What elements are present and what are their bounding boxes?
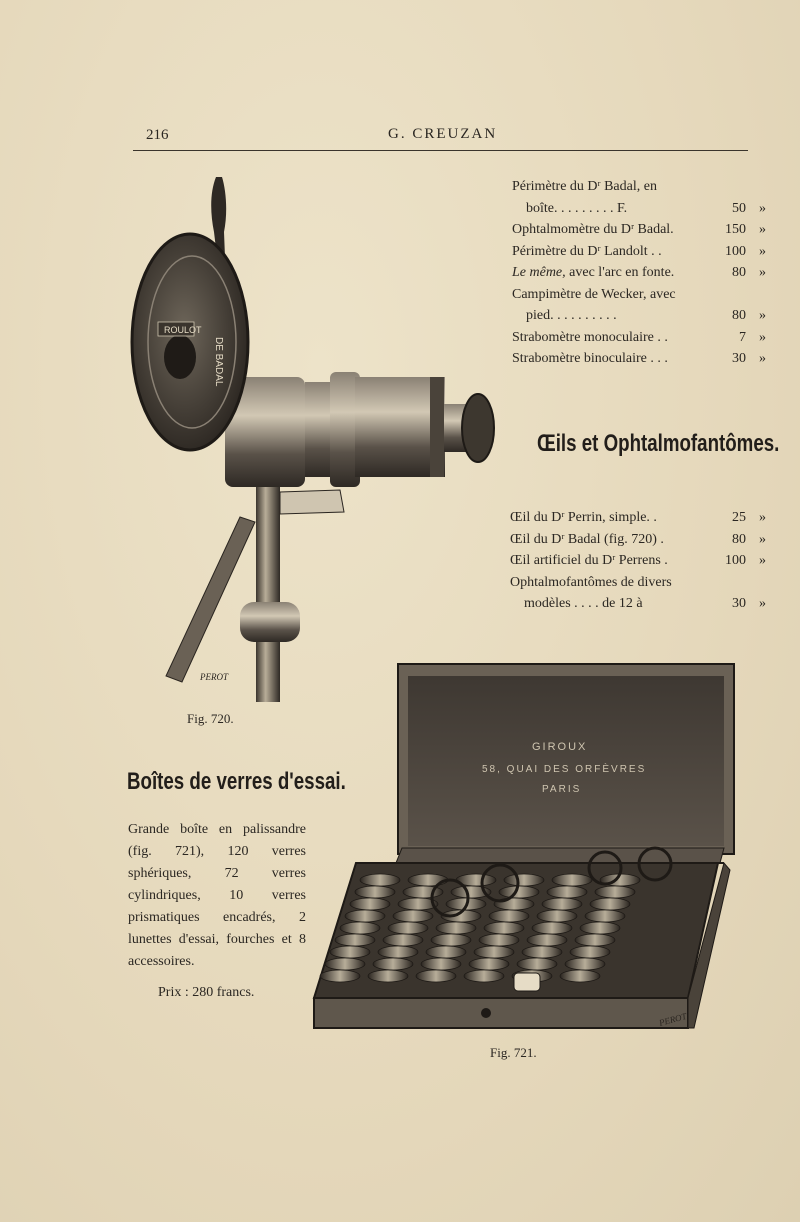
case-front bbox=[314, 998, 688, 1028]
price-row bbox=[510, 550, 772, 572]
trial-lens bbox=[360, 874, 400, 886]
trial-lens bbox=[479, 934, 519, 946]
trial-lens bbox=[570, 946, 610, 958]
price-row bbox=[510, 593, 772, 615]
item-name: Œil du Dʳ Perrin, simple. . bbox=[510, 510, 657, 525]
figure-720-caption: Fig. 720. bbox=[187, 711, 234, 726]
running-title: G. CREUZAN bbox=[388, 126, 498, 142]
accessory-box bbox=[514, 973, 540, 991]
item-name bbox=[512, 262, 674, 284]
item-mark: » bbox=[759, 265, 766, 280]
item-name: boîte. . . . . . . . . F. bbox=[526, 200, 628, 216]
trial-lens bbox=[585, 910, 625, 922]
item-mark: » bbox=[759, 510, 766, 525]
trial-lens bbox=[436, 922, 476, 934]
section-heading-boites: Boîtes de verres d'essai. bbox=[127, 768, 346, 795]
trial-lens bbox=[474, 946, 514, 958]
item-price: 80 bbox=[732, 308, 746, 323]
price-note: Prix : 280 francs. bbox=[158, 985, 255, 1000]
trial-lens bbox=[517, 958, 557, 970]
section-heading-oeils: Œils et Ophtalmofantômes. bbox=[537, 430, 780, 457]
trial-lens bbox=[393, 910, 433, 922]
item-price: 30 bbox=[732, 351, 746, 366]
trial-lens bbox=[355, 886, 395, 898]
trial-lens bbox=[560, 970, 600, 982]
trial-lens bbox=[378, 946, 418, 958]
lid-text-giroux: GIROUX bbox=[532, 741, 588, 753]
trial-lens bbox=[464, 970, 504, 982]
trial-lens bbox=[426, 946, 466, 958]
trial-lens bbox=[368, 970, 408, 982]
item-name: Ophtalmomètre du Dʳ Badal. bbox=[512, 222, 674, 237]
price-row bbox=[512, 198, 772, 220]
item-mark: » bbox=[759, 531, 766, 547]
item-name: Ophtalmofantômes de divers bbox=[510, 574, 672, 590]
lid-text-address: 58, QUAI DES ORFÈVRES bbox=[482, 764, 647, 775]
item-name-italic: Le même, bbox=[512, 265, 566, 280]
trial-lens bbox=[408, 874, 448, 886]
dial-label-badal: DE BADAL bbox=[213, 337, 224, 387]
trial-lens bbox=[383, 934, 423, 946]
price-row bbox=[512, 176, 772, 198]
item-mark: » bbox=[759, 222, 766, 237]
case-lid bbox=[408, 676, 724, 846]
trial-lens bbox=[542, 898, 582, 910]
price-row bbox=[512, 327, 772, 349]
item-name: Strabomètre binoculaire . . . bbox=[512, 351, 668, 366]
trial-lens bbox=[320, 970, 360, 982]
trial-lens bbox=[325, 958, 365, 970]
item-price: 150 bbox=[725, 222, 746, 237]
trial-lens bbox=[469, 958, 509, 970]
figure-720-illustration bbox=[130, 172, 510, 712]
tube-rim bbox=[430, 377, 444, 477]
trial-lens bbox=[373, 958, 413, 970]
item-name: pied. . . . . . . . . . bbox=[526, 308, 617, 323]
header-rule bbox=[133, 150, 748, 151]
item-mark: » bbox=[759, 308, 766, 323]
trial-lens bbox=[489, 910, 529, 922]
trial-lens bbox=[345, 910, 385, 922]
price-row bbox=[512, 305, 772, 327]
trial-lens bbox=[484, 922, 524, 934]
trial-lens bbox=[421, 958, 461, 970]
trial-lens bbox=[416, 970, 456, 982]
trial-lens bbox=[580, 922, 620, 934]
dial-label-roulot: ROULOT bbox=[164, 325, 202, 335]
item-price: 25 bbox=[732, 510, 746, 525]
price-row bbox=[510, 529, 772, 551]
item-mark: » bbox=[759, 200, 766, 216]
item-name-rest: avec l'arc en fonte. bbox=[565, 265, 675, 280]
trial-lens bbox=[335, 934, 375, 946]
item-price: 30 bbox=[732, 596, 746, 611]
item-mark: » bbox=[759, 329, 766, 345]
description-paragraph bbox=[128, 819, 306, 973]
price-list-instruments bbox=[512, 176, 772, 370]
item-name: Strabomètre monoculaire . . bbox=[512, 329, 668, 345]
item-mark: » bbox=[759, 243, 766, 259]
trial-lens bbox=[330, 946, 370, 958]
trial-lens bbox=[527, 934, 567, 946]
trial-lens bbox=[388, 922, 428, 934]
item-price: 80 bbox=[732, 531, 746, 547]
price-row bbox=[512, 219, 772, 241]
trial-lens bbox=[499, 886, 539, 898]
item-name: Campimètre de Wecker, avec bbox=[512, 286, 676, 302]
item-price: 100 bbox=[725, 243, 746, 259]
engraver-signature-720: PEROT bbox=[200, 672, 228, 682]
item-price: 80 bbox=[732, 265, 746, 280]
trial-lens bbox=[504, 874, 544, 886]
price-list-oeils bbox=[510, 507, 772, 615]
price-row bbox=[512, 284, 772, 306]
price-row bbox=[512, 262, 772, 284]
description-text: Grande boîte en palissandre (fig. 721), 120 verres sphériques, 72 verres cylindriques, 10 verres prismatiques encadrés, 2 lunettes d'essai, fourches et 8 accessoires. bbox=[128, 822, 306, 969]
price-row bbox=[510, 507, 772, 529]
engraver-signature-721: PEROT bbox=[657, 1011, 688, 1028]
trial-lens bbox=[575, 934, 615, 946]
trial-lens bbox=[595, 886, 635, 898]
item-mark: » bbox=[759, 553, 766, 568]
trial-lens bbox=[537, 910, 577, 922]
item-price: 100 bbox=[725, 553, 746, 568]
trial-lens bbox=[552, 874, 592, 886]
stand-post bbox=[256, 472, 280, 702]
trial-lens bbox=[547, 886, 587, 898]
trial-lens bbox=[340, 922, 380, 934]
trial-lens bbox=[590, 898, 630, 910]
item-name: Périmètre du Dʳ Landolt . . bbox=[512, 243, 662, 259]
figure-721-caption: Fig. 721. bbox=[490, 1045, 537, 1060]
price-row bbox=[510, 572, 772, 594]
lid-text-paris: PARIS bbox=[542, 784, 582, 795]
clamp-knob bbox=[240, 602, 300, 642]
page-number: 216 bbox=[146, 127, 169, 143]
item-name: Œil du Dʳ Badal (fig. 720) . bbox=[510, 531, 664, 547]
figure-721-illustration bbox=[310, 658, 740, 1038]
trial-lens bbox=[522, 946, 562, 958]
item-name: Périmètre du Dʳ Badal, en bbox=[512, 179, 657, 194]
price-row bbox=[512, 241, 772, 263]
scale-bar bbox=[280, 490, 344, 514]
trial-lens bbox=[565, 958, 605, 970]
item-price: 50 bbox=[732, 200, 746, 216]
support-arm bbox=[166, 517, 255, 682]
item-name: Œil artificiel du Dʳ Perrens . bbox=[510, 553, 668, 568]
keyhole bbox=[481, 1008, 491, 1018]
trial-lens bbox=[532, 922, 572, 934]
price-row bbox=[512, 348, 772, 370]
item-mark: » bbox=[759, 596, 766, 611]
item-price: 7 bbox=[739, 329, 746, 345]
dial-knob bbox=[164, 335, 196, 379]
eyepiece-cap bbox=[462, 394, 494, 462]
item-mark: » bbox=[759, 351, 766, 366]
trial-lens bbox=[350, 898, 390, 910]
item-name: modèles . . . . de 12 à bbox=[524, 596, 643, 611]
trial-lens bbox=[431, 934, 471, 946]
